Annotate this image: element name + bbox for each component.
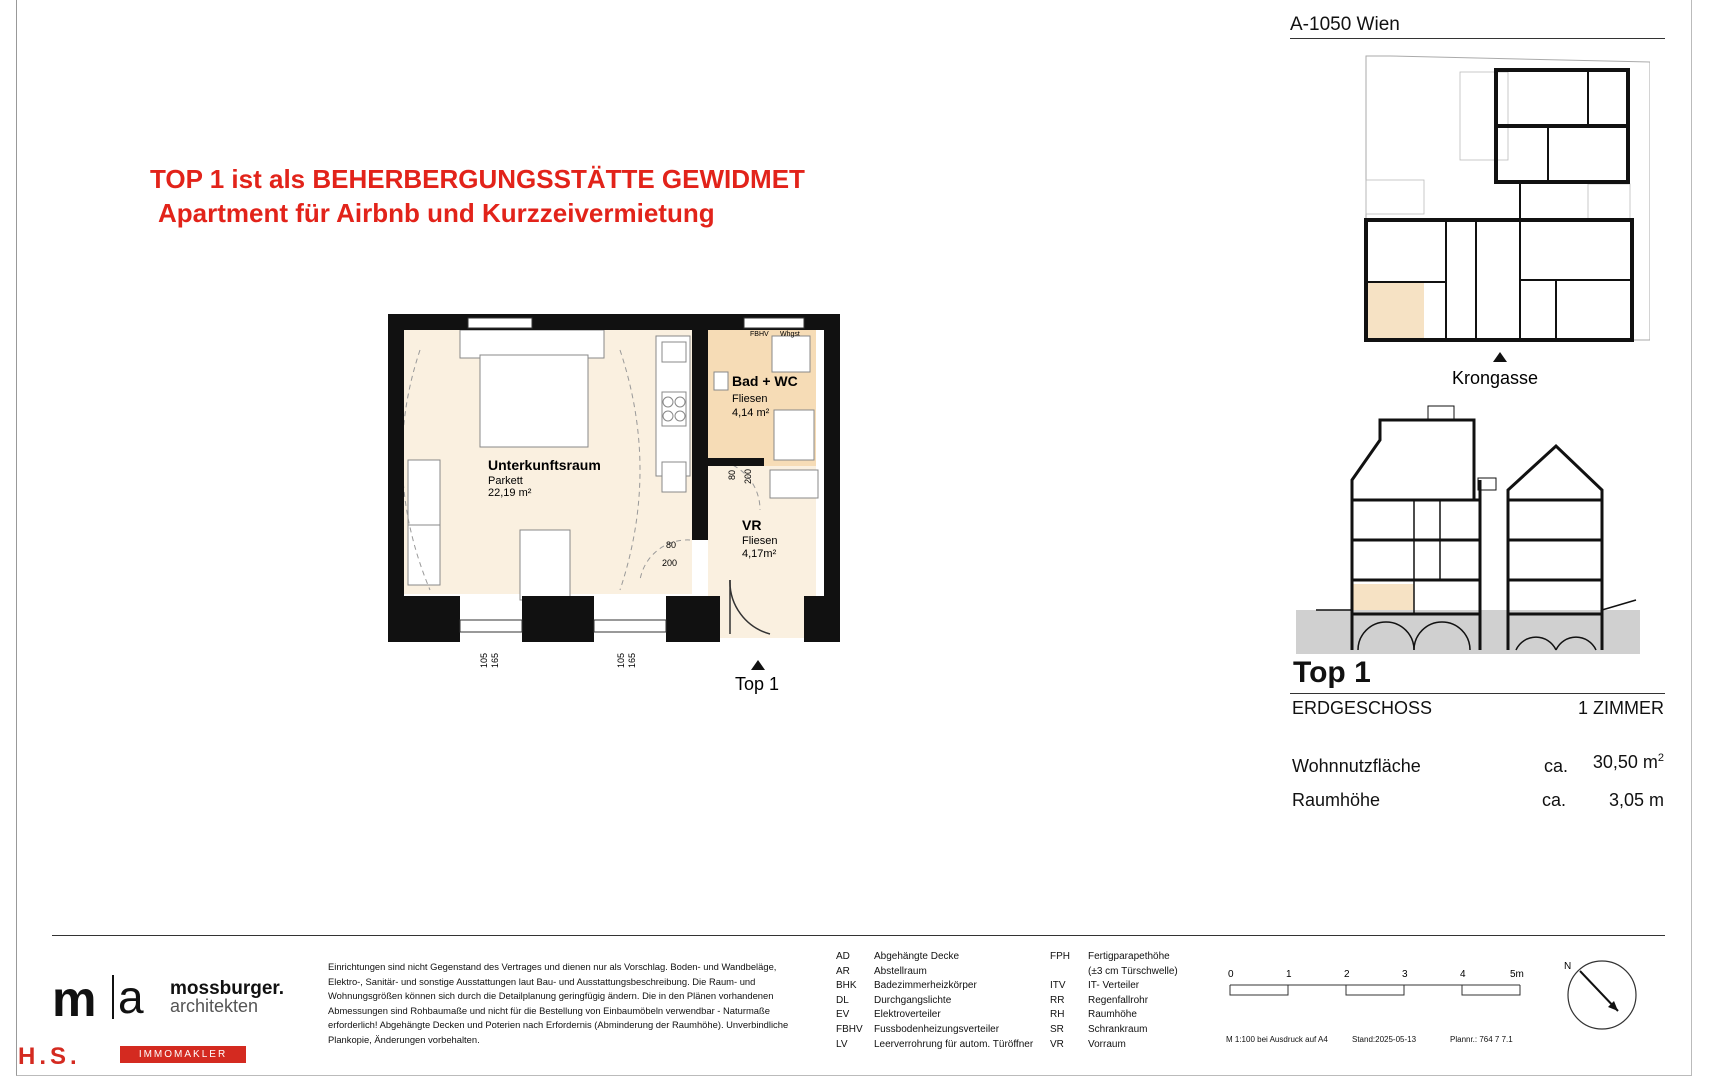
address: A-1050 Wien <box>1290 14 1400 35</box>
site-plan <box>1360 50 1650 395</box>
room-floor-vr: Fliesen <box>742 535 778 547</box>
legend-row: (±3 cm Türschwelle) <box>1088 965 1178 977</box>
area-value-wrap <box>1593 752 1664 773</box>
area-value: 30,50 m <box>1592 752 1658 772</box>
scale-bar <box>1220 960 1540 1010</box>
architect-name: mossburger. <box>170 978 285 999</box>
legend-row: EV Elektroverteiler <box>836 1009 941 1021</box>
scale-tick: 2 <box>1344 969 1350 980</box>
door-1-height: 200 <box>662 558 678 568</box>
room-area-vr: 4,17m² <box>742 548 777 560</box>
plan-date: Stand:2025-05-13 <box>1352 1035 1417 1044</box>
street-label: Krongasse <box>1452 368 1539 388</box>
legend-row: FBHV Fussbodenheizungsverteiler <box>836 1023 1000 1035</box>
plan-number: Plannr.: 764 7 7.1 <box>1450 1035 1513 1044</box>
door-1-width: 80 <box>666 540 677 550</box>
room-name-vr: VR <box>742 517 762 533</box>
scale-note: M 1:100 bei Ausdruck auf A4 <box>1226 1035 1328 1044</box>
door-2-width: 80 <box>727 469 737 480</box>
floor-plan <box>380 300 850 700</box>
footer-divider <box>52 935 1665 936</box>
room-area-bath: 4,14 m² <box>732 407 770 419</box>
logo-m: m <box>52 971 95 1027</box>
headline-line-1: TOP 1 ist als BEHERBERGUNGSSTÄTTE GEWIDMET <box>150 164 805 194</box>
legend-row: SR Schrankraum <box>1050 1023 1148 1035</box>
scale-tick: 5m <box>1510 969 1524 980</box>
scale-tick: 4 <box>1460 969 1466 980</box>
headline-line-2: Apartment für Airbnb und Kurzzeivermietung <box>158 198 715 228</box>
unit-floor: ERDGESCHOSS <box>1292 698 1433 718</box>
room-name-bath: Bad + WC <box>732 373 798 389</box>
north-label: N <box>1564 961 1572 972</box>
agency-logo: H.S. <box>18 1043 81 1070</box>
bath-label-whgst: Whgst <box>780 331 800 338</box>
legend-row: AD Abgehängte Decke <box>836 951 960 962</box>
unit-divider <box>1290 693 1665 694</box>
address-divider <box>1290 38 1665 39</box>
room-area-main: 22,19 m² <box>488 487 532 499</box>
scale-tick: 1 <box>1286 969 1292 980</box>
legend-left <box>836 950 1033 1052</box>
legend-row: RR Regenfallrohr <box>1050 994 1149 1006</box>
legend-row: BHK Badezimmerheizkörper <box>836 980 977 992</box>
legend-row: LV Leerverrohrung für autom. Türöffner <box>836 1038 1034 1050</box>
building-section <box>1290 400 1670 660</box>
unit-rooms: 1 ZIMMER <box>1577 698 1664 718</box>
height-value: 3,05 m <box>1608 790 1664 810</box>
legend-row: FPH Fertigparapethöhe <box>1050 951 1170 962</box>
window-2-a: 105 <box>616 652 626 668</box>
window-2-b: 165 <box>627 652 637 668</box>
agency-tag: IMMOMAKLER <box>120 1046 246 1063</box>
door-2-height: 200 <box>743 468 753 484</box>
scale-tick: 3 <box>1402 969 1408 980</box>
legend-row: AR Abstellraum <box>836 965 927 977</box>
window-1-a: 105 <box>479 652 489 668</box>
legend-row: RH Raumhöhe <box>1050 1009 1137 1021</box>
height-ca: ca. <box>1542 790 1567 810</box>
height-label: Raumhöhe <box>1292 790 1381 810</box>
disclaimer: Einrichtungen sind nicht Gegenstand des Vertrages und dienen nur als Vorschlag. Boden- und Wandbeläge, Elektro-, Sanitär- und sonstige Ausstattungen laut Bau- und Ausstattungsbeschreibung. Die Raum- und Wohnungsgrößen können sich durch die Detailplanung geringfügig ändern. Die in den Plänen vorhandenen Abmessungen sind Rohbaumaße und nicht für die Bestellung von Einbaumöbeln verwendbar - Naturmaße erforderlich! Abgehängte Decken und Poterien nach Erfordernis (Abminderung der Raumhöhe). Unverbindliche Plankopie, Änderungen vorbehalten. <box>328 961 789 1045</box>
window-1-b: 165 <box>490 652 500 668</box>
logo-a: a <box>118 971 144 1023</box>
unit-title: Top 1 <box>1293 656 1371 689</box>
legend-right <box>1050 950 1178 1052</box>
bath-label-fbhv: FBHV <box>750 331 769 338</box>
room-name-main: Unterkunftsraum <box>488 457 601 473</box>
room-floor-main: Parkett <box>488 475 523 487</box>
scale-tick: 0 <box>1228 969 1234 980</box>
area-unit-sup: 2 <box>1657 752 1664 764</box>
legend-row: VR Vorraum <box>1050 1038 1126 1050</box>
legend-row: ITV IT- Verteiler <box>1050 980 1140 992</box>
room-floor-bath: Fliesen <box>732 393 768 405</box>
area-label: Wohnnutzfläche <box>1292 756 1421 776</box>
architect-sub: architekten <box>170 996 259 1016</box>
legend-row: DL Durchgangslichte <box>836 994 952 1006</box>
north-arrow-icon <box>1560 955 1640 1035</box>
area-ca: ca. <box>1544 756 1569 776</box>
logo-divider <box>112 975 114 1019</box>
entrance-label: Top 1 <box>735 674 780 694</box>
